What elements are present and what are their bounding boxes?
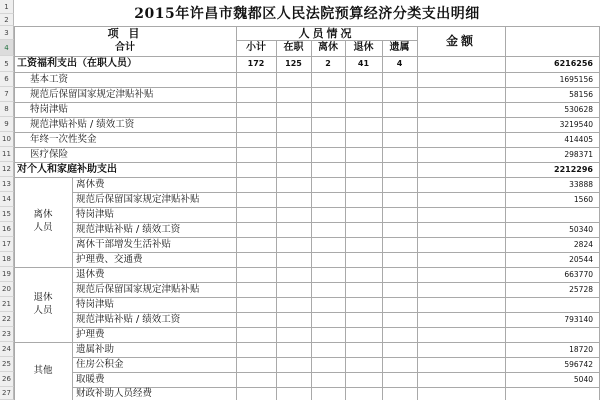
row-number[interactable]: 19 [0, 267, 14, 282]
row-number[interactable]: 6 [0, 72, 14, 87]
table-row-amount[interactable]: 530628 [564, 104, 593, 114]
group-label-line: 人员 [33, 304, 53, 316]
row-number[interactable]: 4 [0, 40, 14, 56]
table-row-amount[interactable]: 20544 [569, 254, 593, 264]
row-number[interactable]: 22 [0, 312, 14, 327]
table-row-label[interactable]: 规范津贴补贴 / 绩效工资 [30, 118, 135, 130]
row-number[interactable]: 21 [0, 297, 14, 312]
table-row-amount[interactable]: 1695156 [559, 74, 593, 84]
row-number[interactable]: 9 [0, 117, 14, 132]
table-row-label[interactable]: 离休干部增发生活补贴 [76, 238, 172, 250]
header-retired[interactable]: 退休 [353, 42, 374, 53]
header-amount[interactable]: 金额 [445, 34, 476, 48]
table-row-amount[interactable]: 25728 [569, 284, 593, 294]
table-row-label[interactable]: 遗属补助 [76, 343, 115, 355]
table-row-label[interactable]: 规范津贴补贴 / 绩效工资 [76, 313, 181, 325]
table-row-label[interactable]: 财政补助人员经费 [76, 387, 153, 399]
count-retired-cadre[interactable]: 2 [325, 59, 331, 68]
row-number[interactable]: 23 [0, 327, 14, 342]
table-row-label[interactable]: 年终一次性奖金 [30, 133, 97, 145]
table-row-label[interactable]: 特岗津贴 [76, 208, 115, 220]
table-row-label[interactable]: 住房公积金 [76, 358, 124, 370]
table-row-amount[interactable]: 596742 [564, 359, 593, 369]
row-number[interactable]: 24 [0, 342, 14, 357]
row-number[interactable]: 13 [0, 177, 14, 192]
wage-section-amount[interactable]: 6216256 [554, 59, 593, 68]
group-label-line: 人员 [33, 222, 53, 233]
count-subtotal[interactable]: 172 [247, 59, 265, 68]
table-row-label[interactable]: 离休费 [76, 178, 105, 190]
row-number[interactable]: 18 [0, 252, 14, 267]
row-number[interactable]: 3 [0, 26, 14, 40]
table-row-amount[interactable]: 2824 [573, 239, 593, 249]
table-row-label[interactable]: 特岗津贴 [76, 298, 115, 310]
row-number[interactable]: 11 [0, 147, 14, 162]
table-row-amount[interactable] [505, 297, 599, 312]
header-project[interactable]: 项 目 [107, 26, 143, 40]
table-row-label[interactable]: 取暖费 [76, 373, 105, 385]
group-label-other[interactable] [14, 342, 72, 400]
header-subtotal[interactable]: 小计 [246, 42, 266, 53]
table-row-label[interactable]: 规范后保留国家规定津贴补贴 [76, 283, 200, 295]
header-retired-cadre[interactable]: 离休 [318, 42, 338, 53]
table-row-label[interactable]: 医疗保险 [30, 148, 69, 160]
group-label-retirees[interactable] [14, 267, 72, 342]
row-number[interactable]: 26 [0, 372, 14, 387]
header-personnel[interactable]: 人员情况 [298, 26, 355, 40]
group-label-line: 离休 [33, 209, 53, 221]
header-active[interactable]: 在职 [283, 42, 304, 53]
count-active[interactable]: 125 [285, 59, 302, 68]
row-number[interactable]: 7 [0, 87, 14, 102]
row-number[interactable]: 12 [0, 162, 14, 177]
group-label-line: 其他 [33, 364, 53, 376]
table-row-label[interactable]: 基本工资 [30, 73, 69, 85]
table-row-amount[interactable]: 50340 [569, 224, 593, 234]
row-number[interactable]: 16 [0, 222, 14, 237]
header-total[interactable]: 合计 [115, 42, 135, 53]
sheet-title[interactable]: 2015年许昌市魏都区人民法院预算经济分类支出明细 [134, 6, 480, 22]
table-row-label[interactable]: 护理费、交通费 [76, 253, 143, 265]
table-row-amount[interactable]: 5040 [573, 374, 593, 384]
table-row-amount[interactable]: 663770 [564, 269, 593, 279]
table-row-label[interactable]: 特岗津贴 [30, 103, 69, 115]
table-row-amount[interactable]: 18720 [569, 344, 593, 354]
table-row-amount[interactable]: 33888 [569, 179, 593, 189]
row-number[interactable]: 8 [0, 102, 14, 117]
wage-section-label[interactable]: 工资福利支出（在职人员） [17, 58, 137, 69]
table-row-amount[interactable]: 793140 [564, 314, 593, 324]
table-row-amount[interactable]: 298371 [564, 149, 593, 159]
table-row-label[interactable]: 退休费 [76, 268, 105, 280]
row-number[interactable]: 27 [0, 387, 14, 400]
row-number[interactable]: 14 [0, 192, 14, 207]
table-row-amount[interactable]: 3219540 [559, 119, 593, 129]
count-survivors[interactable]: 4 [396, 59, 403, 68]
table-row-label[interactable]: 规范后保留国家规定津贴补贴 [30, 88, 154, 100]
table-row-label[interactable]: 规范后保留国家规定津贴补贴 [76, 193, 200, 205]
count-retired[interactable]: 41 [357, 59, 370, 68]
table-row-amount[interactable] [505, 207, 599, 222]
group-label-retired-cadres[interactable] [14, 177, 72, 267]
table-row-label[interactable]: 护理费 [76, 328, 105, 340]
row-number[interactable]: 25 [0, 357, 14, 372]
subsidy-section-label[interactable]: 对个人和家庭补助支出 [17, 163, 117, 175]
row-number[interactable]: 10 [0, 132, 14, 147]
row-number[interactable]: 15 [0, 207, 14, 222]
row-number[interactable]: 20 [0, 282, 14, 297]
header-survivors[interactable]: 遗属 [389, 42, 410, 53]
row-number[interactable]: 1 [0, 0, 14, 14]
row-number[interactable]: 5 [0, 56, 14, 72]
row-number[interactable]: 17 [0, 237, 14, 252]
table-row-amount[interactable]: 1560 [573, 194, 593, 204]
table-row-amount[interactable] [505, 327, 599, 342]
subsidy-section-amount[interactable]: 2212296 [554, 164, 593, 174]
row-number[interactable]: 2 [0, 14, 14, 26]
table-row-label[interactable]: 规范津贴补贴 / 绩效工资 [76, 223, 181, 235]
table-row-amount[interactable]: 414405 [564, 134, 593, 144]
group-label-line: 退休 [33, 291, 53, 303]
table-row-amount[interactable] [505, 387, 599, 400]
table-row-amount[interactable]: 58156 [569, 89, 593, 99]
